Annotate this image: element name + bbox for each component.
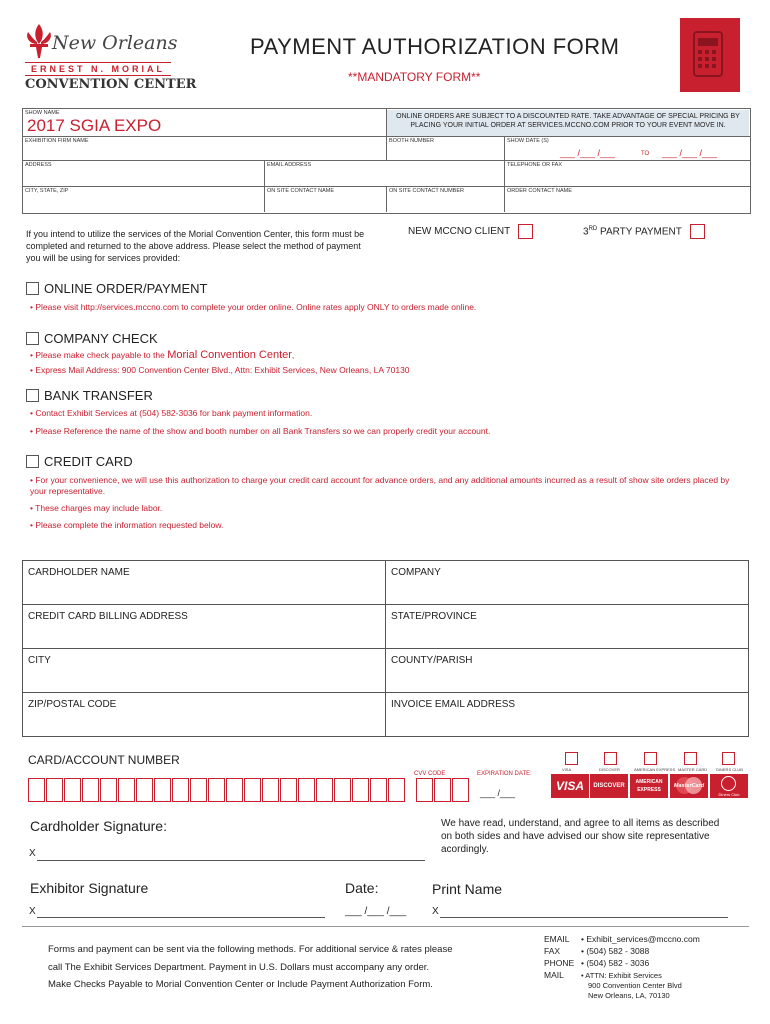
digit-box[interactable] bbox=[172, 778, 189, 802]
cardholder-x: X bbox=[29, 848, 36, 859]
contact-fax: • (504) 582 - 3088 bbox=[581, 946, 650, 956]
online-notice: ONLINE ORDERS ARE SUBJECT TO A DISCOUNTED RATE. TAKE ADVANTAGE OF SPECIAL PRICING BY PLACING YOUR INITIAL ORDER AT SERVICES.MCCNO.COM PRIOR TO YOUR EVENT MOVE IN. bbox=[387, 110, 749, 136]
digit-box[interactable] bbox=[262, 778, 279, 802]
form-icon bbox=[680, 18, 740, 92]
credit-bullet-1: • For your convenience, we will use this authorization to charge your credit card account for advance orders, and any additional amounts incurred as a result of show site orders placed by your representative. bbox=[30, 475, 730, 496]
print-name-line[interactable] bbox=[440, 917, 728, 918]
digit-box[interactable] bbox=[118, 778, 135, 802]
footer-text-2: call The Exhibit Services Department. Payment in U.S. Dollars must accompany any order. bbox=[48, 962, 430, 973]
diners-logo bbox=[710, 774, 748, 798]
contact-fax-label: FAX bbox=[544, 946, 561, 956]
check-bullet-2: • Express Mail Address: 900 Convention Center Blvd., Attn: Exhibit Services, New Orleans, LA 70130 bbox=[30, 365, 410, 375]
digit-box[interactable] bbox=[64, 778, 81, 802]
digit-box[interactable] bbox=[298, 778, 315, 802]
contact-email[interactable]: • Exhibit_services@mccno.com bbox=[581, 934, 700, 944]
date-from-field[interactable]: ___ /___ /___ bbox=[560, 148, 616, 158]
logo-line1: New Orleans bbox=[52, 32, 178, 54]
online-checkbox[interactable] bbox=[26, 282, 39, 295]
contact-email-label: EMAIL bbox=[544, 934, 570, 944]
check-checkbox[interactable] bbox=[26, 332, 39, 345]
digit-box[interactable] bbox=[28, 778, 45, 802]
amex-label: AMERICAN EXPRESS bbox=[634, 767, 676, 772]
digit-box[interactable] bbox=[136, 778, 153, 802]
credit-section-title[interactable] bbox=[26, 454, 133, 469]
onsite-contact-number-label[interactable]: ON SITE CONTACT NUMBER bbox=[389, 188, 464, 194]
col-line bbox=[264, 160, 265, 212]
contact-phone-label: PHONE bbox=[544, 958, 575, 968]
logo bbox=[22, 22, 197, 92]
mandatory-note: **MANDATORY FORM** bbox=[348, 70, 481, 84]
visa-label: VISA bbox=[562, 767, 572, 772]
new-client-label: NEW MCCNO CLIENT bbox=[408, 226, 511, 237]
zip-label: ZIP/POSTAL CODE bbox=[28, 699, 117, 710]
contact-mail-label: MAIL bbox=[544, 970, 564, 980]
invoice-email-field[interactable] bbox=[385, 692, 749, 737]
mastercard-label: MASTER CARD bbox=[678, 767, 708, 772]
email-address-label[interactable]: EMAIL ADDRESS bbox=[267, 162, 312, 168]
order-contact-name-label[interactable]: ORDER CONTACT NAME bbox=[507, 188, 572, 194]
page-title: PAYMENT AUTHORIZATION FORM bbox=[250, 34, 620, 59]
state-field[interactable] bbox=[385, 604, 749, 649]
date-to-field[interactable]: ___ /___ /___ bbox=[662, 148, 718, 158]
logo-line2: ERNEST N. MORIAL bbox=[25, 62, 171, 76]
print-name-label: Print Name bbox=[432, 881, 503, 897]
logo-line3: CONVENTION CENTER bbox=[25, 77, 197, 92]
exhibition-firm-label[interactable]: EXHIBITION FIRM NAME bbox=[25, 138, 89, 144]
cvv-box[interactable] bbox=[452, 778, 469, 802]
check-bullet-1-text: • Please make check payable to the bbox=[30, 350, 165, 360]
address-label[interactable]: ADDRESS bbox=[25, 162, 52, 168]
discover-logo: DISCOVER bbox=[590, 774, 628, 798]
invoice-email-label: INVOICE EMAIL ADDRESS bbox=[391, 699, 516, 710]
credit-bullet-2: • These charges may include labor. bbox=[30, 503, 163, 513]
exhibitor-signature-label: Exhibitor Signature bbox=[30, 880, 149, 896]
diners-label: DINERS CLUB bbox=[716, 767, 743, 772]
credit-title-text: CREDIT CARD bbox=[44, 454, 133, 469]
mastercard-logo bbox=[670, 774, 708, 798]
digit-box[interactable] bbox=[388, 778, 405, 802]
exhibitor-x: X bbox=[29, 906, 36, 917]
check-payee: Morial Convention Center bbox=[167, 349, 292, 361]
digit-box[interactable] bbox=[154, 778, 171, 802]
third-party-option[interactable] bbox=[583, 224, 705, 239]
digit-box[interactable] bbox=[370, 778, 387, 802]
cvv-box[interactable] bbox=[416, 778, 433, 802]
billing-address-field[interactable] bbox=[22, 604, 386, 649]
footer-text-3: Make Checks Payable to Morial Convention Center or Include Payment Authorization Form. bbox=[48, 979, 433, 990]
account-number-label: CARD/ACCOUNT NUMBER bbox=[28, 753, 180, 767]
digit-box[interactable] bbox=[316, 778, 333, 802]
online-title-text: ONLINE ORDER/PAYMENT bbox=[44, 281, 208, 296]
digit-box[interactable] bbox=[208, 778, 225, 802]
agreement-text: We have read, understand, and agree to all items as described on both sides and have advised our show site representative acordingly. bbox=[441, 818, 720, 855]
digit-box[interactable] bbox=[100, 778, 117, 802]
cardholder-name-field[interactable] bbox=[22, 560, 386, 605]
new-client-checkbox[interactable] bbox=[518, 224, 533, 239]
show-name-value[interactable]: 2017 SGIA EXPO bbox=[27, 116, 162, 135]
billing-address-label: CREDIT CARD BILLING ADDRESS bbox=[28, 611, 188, 622]
amex-checkbox[interactable] bbox=[644, 752, 657, 765]
contact-mail-3: New Orleans, LA, 70130 bbox=[588, 991, 670, 1000]
exhibitor-signature-line[interactable] bbox=[37, 917, 325, 918]
digit-box[interactable] bbox=[190, 778, 207, 802]
expiration-field[interactable]: ___ /___ bbox=[480, 788, 516, 798]
amex-logo: AMERICAN EXPRESS bbox=[630, 774, 668, 798]
footer-divider bbox=[22, 926, 749, 927]
onsite-contact-name-label[interactable]: ON SITE CONTACT NAME bbox=[267, 188, 335, 194]
digit-box[interactable] bbox=[82, 778, 99, 802]
check-section-title[interactable] bbox=[26, 331, 158, 346]
company-label: COMPANY bbox=[391, 567, 441, 578]
contact-mail-2: 900 Convention Center Blvd bbox=[588, 981, 682, 990]
diners-logo-text: Diners Club bbox=[718, 792, 740, 797]
date-field[interactable]: ___ /___ /___ bbox=[345, 906, 407, 917]
county-field[interactable] bbox=[385, 648, 749, 693]
cardholder-name-label: CARDHOLDER NAME bbox=[28, 567, 130, 578]
col-line bbox=[504, 136, 505, 212]
discover-label: DISCOVER bbox=[599, 767, 620, 772]
digit-box[interactable] bbox=[46, 778, 63, 802]
date-label: Date: bbox=[345, 880, 379, 896]
discover-checkbox[interactable] bbox=[604, 752, 617, 765]
contact-mail-1: • ATTN: Exhibit Services bbox=[581, 971, 662, 980]
mastercard-checkbox[interactable] bbox=[684, 752, 697, 765]
show-name-label: SHOW NAME bbox=[25, 110, 60, 116]
city-label: CITY bbox=[28, 655, 51, 666]
digit-box[interactable] bbox=[352, 778, 369, 802]
third-party-checkbox[interactable] bbox=[690, 224, 705, 239]
city-field[interactable] bbox=[22, 648, 386, 693]
row-line bbox=[22, 160, 750, 161]
bank-bullet-1: • Contact Exhibit Services at (504) 582-3036 for bank payment information. bbox=[30, 408, 313, 418]
bank-bullet-2: • Please Reference the name of the show and booth number on all Bank Transfers so we can properly credit your account. bbox=[30, 426, 491, 436]
diners-checkbox[interactable] bbox=[722, 752, 735, 765]
cardholder-signature-label: Cardholder Signature: bbox=[30, 818, 167, 834]
document-phone-icon bbox=[680, 18, 740, 92]
footer-text-1: Forms and payment can be sent via the following methods. For additional service & rates please bbox=[48, 944, 453, 955]
third-party-label: 3RD PARTY PAYMENT bbox=[583, 225, 682, 238]
credit-bullet-3: • Please complete the information requested below. bbox=[30, 520, 224, 530]
check-bullet-1 bbox=[30, 349, 294, 361]
city-state-zip-label[interactable]: CITY, STATE, ZIP bbox=[25, 188, 69, 194]
cvv-label: CVV CODE bbox=[414, 771, 446, 777]
expiration-label: EXPIRATION DATE: bbox=[477, 771, 532, 777]
diners-circle bbox=[721, 776, 736, 791]
telephone-label[interactable]: TELEPHONE OR FAX bbox=[507, 162, 563, 168]
county-label: COUNTY/PARISH bbox=[391, 655, 473, 666]
show-date-label[interactable]: SHOW DATE (S) bbox=[507, 138, 549, 144]
online-bullet-1: • Please visit http://services.mccno.com to complete your order online. Online rates apply ONLY to orders made online. bbox=[30, 302, 477, 312]
digit-box[interactable] bbox=[280, 778, 297, 802]
visa-checkbox[interactable] bbox=[565, 752, 578, 765]
fleur-de-lis-icon bbox=[22, 22, 56, 64]
contact-phone: • (504) 582 - 3036 bbox=[581, 958, 650, 968]
online-section-title[interactable] bbox=[26, 281, 207, 296]
check-title-text: COMPANY CHECK bbox=[44, 331, 158, 346]
print-x: X bbox=[432, 906, 439, 917]
company-field[interactable] bbox=[385, 560, 749, 605]
credit-checkbox[interactable] bbox=[26, 455, 39, 468]
zip-field[interactable] bbox=[22, 692, 386, 737]
visa-logo: VISA bbox=[551, 774, 589, 798]
cardholder-signature-line[interactable] bbox=[37, 860, 425, 861]
digit-box[interactable] bbox=[244, 778, 261, 802]
mastercard-logo-text: MasterCard bbox=[673, 783, 705, 789]
cvv-box[interactable] bbox=[434, 778, 451, 802]
state-label: STATE/PROVINCE bbox=[391, 611, 477, 622]
booth-number-label[interactable]: BOOTH NUMBER bbox=[389, 138, 434, 144]
intro-text: If you intend to utilize the services of the Morial Convention Center, this form must be completed and returned to the above address. Please select the method of payment you will be using for services provided: bbox=[26, 229, 365, 263]
date-to-word: TO bbox=[641, 151, 650, 157]
col-line bbox=[386, 186, 387, 212]
new-client-option[interactable] bbox=[408, 224, 533, 239]
digit-box[interactable] bbox=[226, 778, 243, 802]
bank-checkbox[interactable] bbox=[26, 389, 39, 402]
check-bullet-1-comma: , bbox=[291, 350, 295, 360]
bank-title-text: BANK TRANSFER bbox=[44, 388, 153, 403]
digit-box[interactable] bbox=[334, 778, 351, 802]
bank-section-title[interactable] bbox=[26, 388, 153, 403]
